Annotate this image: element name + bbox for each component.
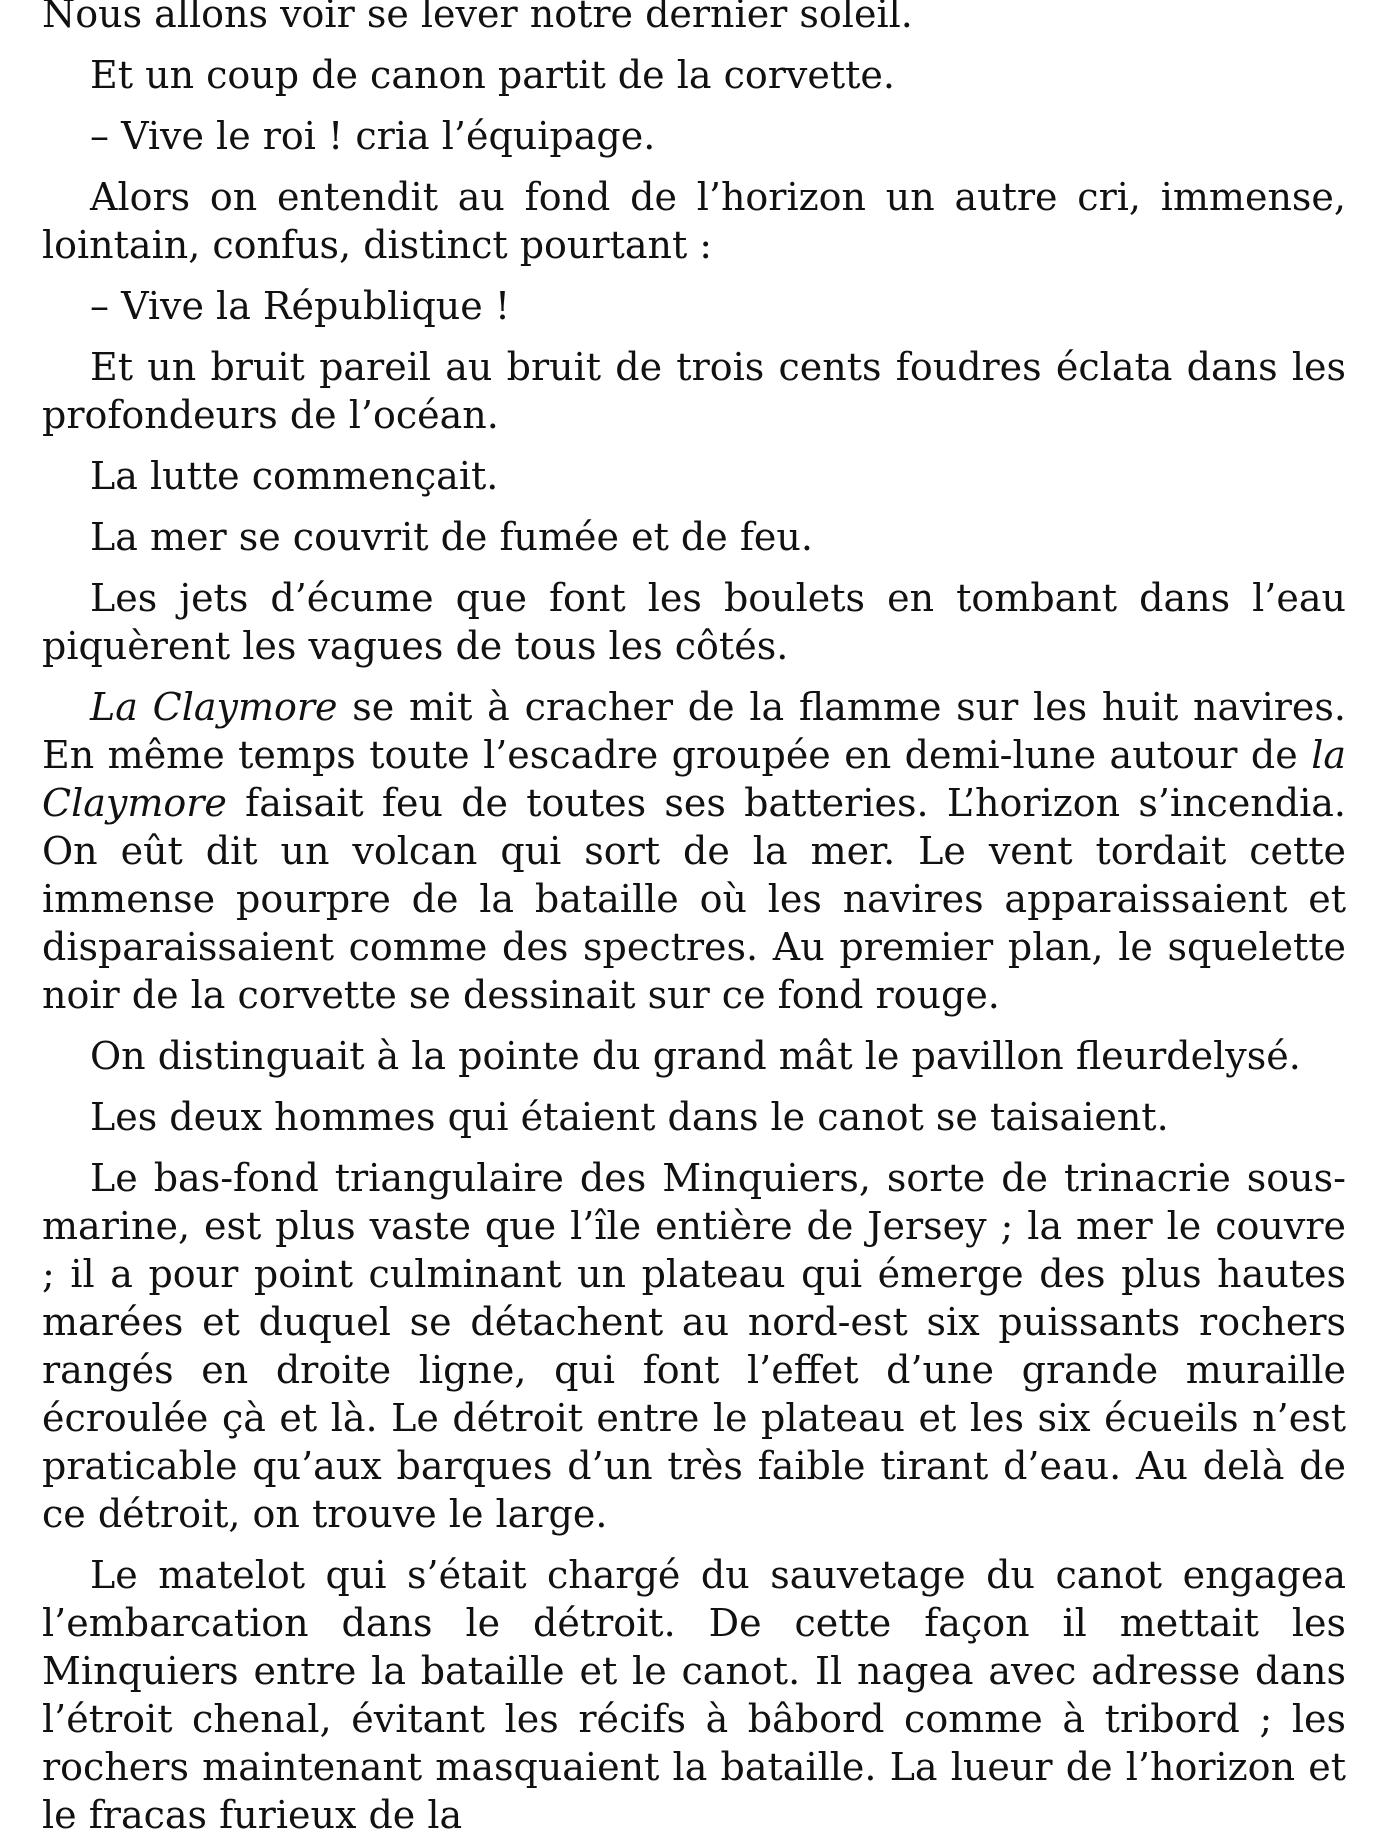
paragraph: Et un coup de canon partit de la corvette. [90,53,895,97]
paragraph: Les jets d’écume que font les boulets en tombant dans l’eau piquèrent les vagues de tous les côtés. [42,576,1346,668]
paragraph: La mer se couvrit de fumée et de feu. [90,515,813,559]
paragraph: On distinguait à la pointe du grand mât le pavillon fleurdelysé. [90,1034,1301,1078]
ship-name-italic: la Claymore [42,733,1346,825]
paragraph: Le matelot qui s’était chargé du sauvetage du canot engagea l’embarcation dans le détroit. De cette façon il mettait les Minquiers entre la bataille et le canot. Il nagea avec adresse dans l’étroit chenal, évitant les récifs à bâbord comme à tribord ; les rochers maintenant masquaient la bataille. La lueur de l’horizon et le fracas furieux de la [42,1553,1346,1837]
paragraph: Nous allons voir se lever notre dernier soleil. [42,0,913,36]
ship-name-italic: La Claymore [90,685,338,729]
paragraph: Les deux hommes qui étaient dans le canot se taisaient. [90,1095,1169,1139]
dialogue-line: – Vive le roi ! cria l’équipage. [90,114,656,158]
paragraph: Et un bruit pareil au bruit de trois cents foudres éclata dans les profondeurs de l’océan. [42,345,1346,437]
paragraph: Le bas-fond triangulaire des Minquiers, sorte de trinacrie sous-marine, est plus vaste que l’île entière de Jersey ; la mer le couvre ; il a pour point culminant un plateau qui émerge des plus hautes marées et duquel se détachent au nord-est six puissants rochers rangés en droite ligne, qui font l’effet d’une grande muraille écroulée çà et là. Le détroit entre le plateau et les six écueils n’est praticable qu’aux barques d’un très faible tirant d’eau. Au delà de ce détroit, on trouve le large. [42,1156,1346,1536]
dialogue-line: – Vive la République ! [90,284,511,328]
paragraph: La Claymore se mit à cracher de la flamme sur les huit navires. En même temps toute l’escadre groupée en demi-lune autour de la Claymore faisait feu de toutes ses batteries. L’horizon s’incendia. On eût dit un volcan qui sort de la mer. Le vent tordait cette immense pourpre de la bataille où les navires apparaissaient et disparaissaient comme des spectres. Au premier plan, le squelette noir de la corvette se dessinait sur ce fond rouge. [42,685,1346,1017]
page-text [42,0,1346,1839]
paragraph: La lutte commençait. [90,454,499,498]
paragraph: Alors on entendit au fond de l’horizon un autre cri, immense, lointain, confus, distinct pourtant : [42,175,1346,267]
